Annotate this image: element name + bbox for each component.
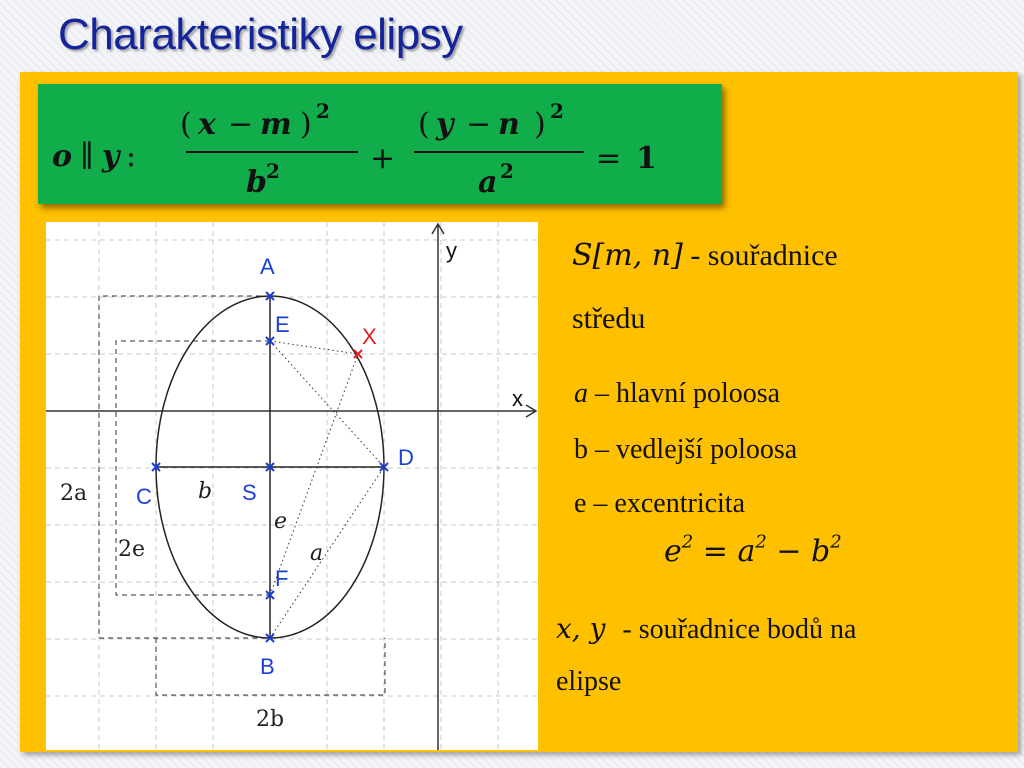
axes: [46, 224, 536, 750]
center-desc-2: středu: [572, 302, 646, 335]
label-point-a: A: [260, 254, 275, 279]
center-desc-1: - souřadnice: [690, 239, 838, 272]
eq-num1-open: (: [180, 107, 192, 142]
eq-num1-exp: 2: [316, 99, 330, 123]
a-desc: – hlavní poloosa: [595, 378, 781, 409]
eq-den2-a: a: [478, 165, 498, 200]
eq-plus: +: [370, 141, 396, 176]
label-point-s: S: [242, 480, 257, 505]
xy-desc-1: - souřadnice bodů na: [622, 614, 857, 645]
eq-equals: =: [596, 141, 622, 176]
rel-e: e: [664, 534, 682, 569]
eq-num1-x: x: [198, 107, 216, 142]
rel-e-exp: 2: [681, 531, 694, 553]
label-point-b: B: [260, 654, 275, 679]
label-point-d: D: [398, 445, 414, 470]
a-symbol: a: [574, 378, 588, 409]
eq-den2-exp: 2: [500, 159, 514, 183]
rel-b: b: [811, 534, 831, 569]
label-point-x: X: [362, 324, 377, 349]
ellipse-equation: [38, 84, 722, 204]
point-coords-line: [556, 612, 856, 646]
eq-num2-close: ): [534, 107, 546, 142]
rel-minus: −: [766, 534, 811, 569]
eq-y: y: [102, 139, 120, 174]
xy-symbol: x, y: [556, 612, 606, 645]
ellipse-equation-box: [38, 84, 722, 204]
eq-num2-y: y: [436, 107, 454, 142]
eccentricity-relation: [664, 531, 842, 569]
label-2a: 2a: [60, 481, 88, 506]
label-b: b: [198, 479, 213, 504]
rel-a: a: [737, 534, 756, 569]
slide-title: Charakteristiky elipsy: [58, 10, 463, 59]
eq-num2-minus: −: [466, 107, 492, 142]
center-line: [572, 238, 838, 273]
eq-o: o: [52, 139, 73, 174]
rel-eq: =: [693, 534, 738, 569]
eq-rhs: 1: [636, 141, 657, 176]
rel-b-exp: 2: [830, 531, 842, 553]
semi-minor-line: b – vedlejší poloosa: [574, 434, 798, 465]
center-symbol: S[m, n]: [572, 238, 683, 273]
axis-label-x: x: [512, 386, 523, 411]
eq-den1-b: b: [246, 165, 267, 200]
label-point-c: C: [136, 484, 152, 509]
semi-major-line: [574, 378, 780, 410]
eq-num1-minus: −: [228, 107, 254, 142]
eq-colon: :: [126, 139, 137, 174]
ellipse-diagram-svg: [46, 222, 538, 750]
xy-desc-2: elipse: [556, 666, 622, 697]
label-a: a: [310, 541, 324, 566]
eq-num1-close: ): [300, 107, 312, 142]
eq-num1-m: m: [260, 107, 292, 142]
label-2e: 2e: [118, 537, 146, 562]
line-e-x: [270, 341, 358, 354]
label-point-e: E: [275, 312, 290, 337]
ellipse-diagram: [46, 222, 538, 750]
label-point-f: F: [275, 566, 289, 591]
diagram-grid: [46, 222, 538, 750]
eq-num2-open: (: [418, 107, 430, 142]
eccentricity-line: e – excentricita: [574, 488, 746, 519]
eq-den1-exp: 2: [266, 159, 280, 183]
axis-label-y: y: [446, 238, 457, 263]
eq-num2-n: n: [498, 107, 520, 142]
rel-a-exp: 2: [755, 531, 767, 553]
label-e: e: [274, 509, 288, 534]
eq-parallel: ∥: [80, 139, 94, 174]
label-2b: 2b: [256, 707, 285, 732]
eq-num2-exp: 2: [550, 99, 564, 123]
